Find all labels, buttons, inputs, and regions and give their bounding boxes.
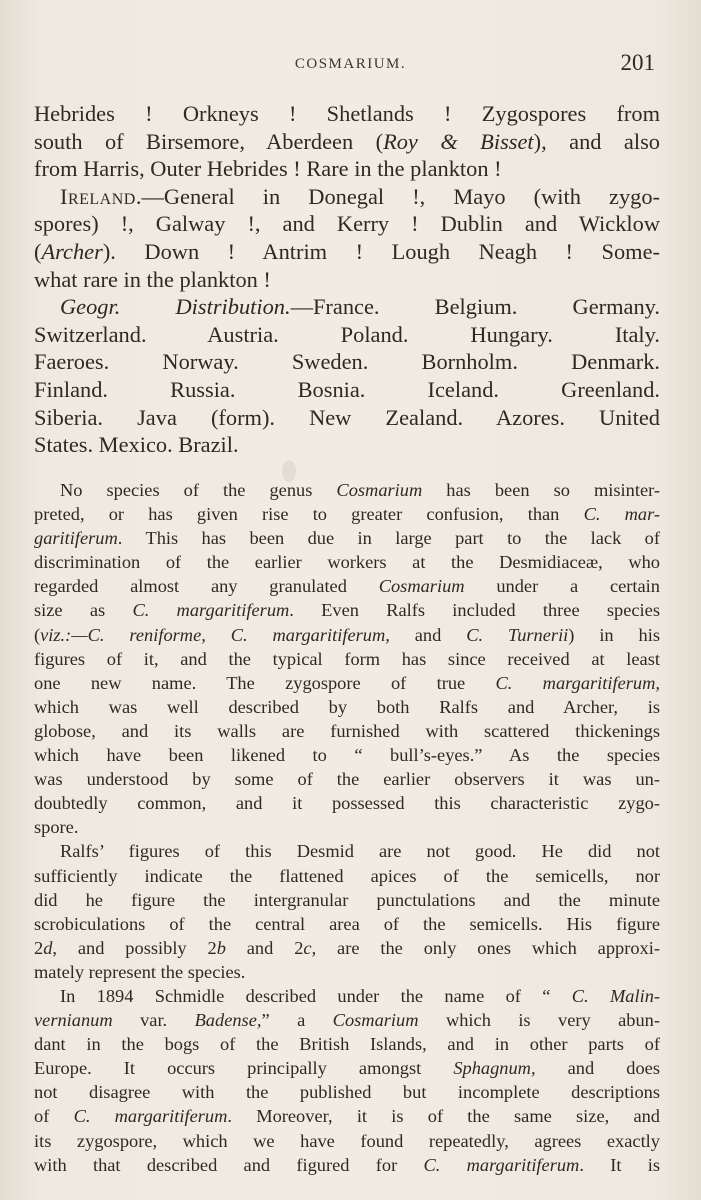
text-line: doubtedly common, and it possessed this characteristic zygo- xyxy=(34,793,660,814)
text-line: figures of it, and the typical form has since received at least xyxy=(34,648,660,669)
text-line: south of Birsemore, Aberdeen (Roy & Bisset), and also xyxy=(34,128,660,154)
distribution-section xyxy=(34,100,660,459)
text-line: States. Mexico. Brazil. xyxy=(34,432,239,458)
text-line: dant in the bogs of the British Islands, and in other parts of xyxy=(34,1034,660,1055)
text-line: sufficiently indicate the flattened apices of the semicells, nor xyxy=(34,865,660,886)
text-line: was understood by some of the earlier observers it was un- xyxy=(34,769,660,790)
text-line: Europe. It occurs principally amongst Sphagnum, and does xyxy=(34,1058,660,1079)
text-line: (viz.:—C. reniforme, C. margaritiferum, and C. Turnerii) in his xyxy=(34,624,660,645)
text-line: 2d, and possibly 2b and 2c, are the only ones which approxi- xyxy=(34,937,660,958)
text-line: mately represent the species. xyxy=(34,961,246,982)
text-line: what rare in the plankton ! xyxy=(34,266,271,292)
text-line: Ireland.—General in Donegal !, Mayo (with zygo- xyxy=(60,183,660,209)
text-line: No species of the genus Cosmarium has been so misinter- xyxy=(60,480,660,500)
text-line: globose, and its walls are furnished with scattered thickenings xyxy=(34,720,660,741)
text-line: of C. margaritiferum. Moreover, it is of the same size, and xyxy=(34,1106,660,1127)
text-line: regarded almost any granulated Cosmarium under a certain xyxy=(34,576,660,597)
text-line: scrobiculations of the central area of the semicells. His figure xyxy=(34,913,660,934)
text-line: Finland. Russia. Bosnia. Iceland. Greenland. xyxy=(34,376,660,402)
text-line: spore. xyxy=(34,817,79,838)
text-line: Ralfs’ figures of this Desmid are not good. He did not xyxy=(60,841,660,862)
text-line: garitiferum. This has been due in large part to the lack of xyxy=(34,528,660,549)
text-line: (Archer). Down ! Antrim ! Lough Neagh ! Some- xyxy=(34,238,660,264)
text-line: In 1894 Schmidle described under the name of “ C. Malin- xyxy=(60,985,661,1006)
text-line: vernianum var. Badense,” a Cosmarium which is very abun- xyxy=(34,1010,660,1031)
text-line: one new name. The zygospore of true C. margaritiferum, xyxy=(34,672,660,693)
discussion-section xyxy=(34,478,660,1177)
text-line: with that described and figured for C. margaritiferum. It is xyxy=(34,1154,660,1175)
text-line: its zygospore, which we have found repeatedly, agrees exactly xyxy=(34,1130,660,1151)
text-line: from Harris, Outer Hebrides ! Rare in the plankton ! xyxy=(34,156,502,182)
running-head: COSMARIUM. xyxy=(294,56,407,72)
text-line: Hebrides ! Orkneys ! Shetlands ! Zygospores from xyxy=(34,101,660,126)
text-line: size as C. margaritiferum. Even Ralfs included three species xyxy=(34,600,660,621)
page-number: 201 xyxy=(620,50,655,75)
text-line: spores) !, Galway !, and Kerry ! Dublin and Wicklow xyxy=(34,211,660,237)
text-line: discrimination of the earlier workers at the Desmidiaceæ, who xyxy=(34,552,660,573)
text-line: which was well described by both Ralfs and Archer, is xyxy=(34,696,660,717)
text-line: not disagree with the published but incomplete descriptions xyxy=(34,1082,660,1103)
text-line: did he figure the intergranular punctulations and the minute xyxy=(34,889,660,910)
page-header xyxy=(0,52,701,82)
distribution-heading: Geogr. Distribution. xyxy=(60,294,291,320)
text-line: preted, or has given rise to greater confusion, than C. mar- xyxy=(34,504,660,525)
region-heading: Ireland xyxy=(60,183,136,209)
text-line: Faeroes. Norway. Sweden. Bornholm. Denmark. xyxy=(34,349,660,375)
text-line: which have been likened to “ bull’s-eyes.” As the species xyxy=(34,745,660,766)
text-line: Geogr. Distribution.—France. Belgium. Germany. xyxy=(60,294,660,320)
text-line: Switzerland. Austria. Poland. Hungary. Italy. xyxy=(34,321,660,347)
text-line: Siberia. Java (form). New Zealand. Azores. United xyxy=(34,404,660,430)
